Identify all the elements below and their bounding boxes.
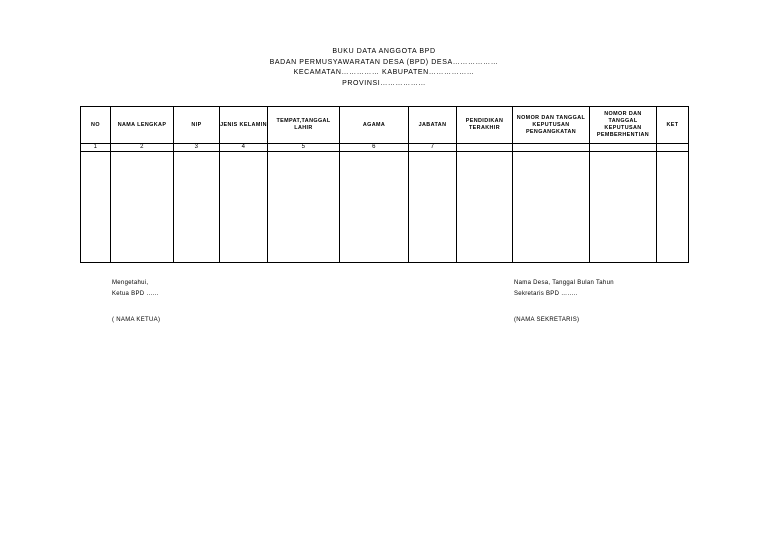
table-cell: [409, 152, 457, 263]
header-agama: AGAMA: [340, 107, 409, 144]
title-line-4: PROVINSI………………: [342, 79, 426, 87]
column-number: [657, 144, 689, 152]
document-title: [0, 47, 768, 89]
header-ket: KET: [657, 107, 689, 144]
chairman-signature-name: ( NAMA KETUA): [112, 317, 161, 323]
header-jenis-kelamin: JENIS KELAMIN: [220, 107, 268, 144]
column-number: 5: [268, 144, 340, 152]
table-cell: [590, 152, 657, 263]
secretary-signature-name: (NAMA SEKRETARIS): [514, 317, 580, 323]
table-cell: [111, 152, 174, 263]
chairman-title: Ketua BPD ……: [112, 290, 159, 297]
member-register-table: [80, 106, 689, 263]
table-cell: [657, 152, 689, 263]
place-date-line: Nama Desa, Tanggal Bulan Tahun: [514, 280, 614, 286]
column-number: 4: [220, 144, 268, 152]
header-nip: NIP: [174, 107, 220, 144]
table-body-row: [81, 152, 689, 263]
column-number: [457, 144, 513, 152]
column-number: [590, 144, 657, 152]
title-line-1: BUKU DATA ANGGOTA BPD: [332, 48, 436, 55]
acknowledgement-block: [112, 278, 159, 299]
table-cell: [268, 152, 340, 263]
header-nama-lengkap: NAMA LENGKAP: [111, 107, 174, 144]
column-number: 7: [409, 144, 457, 152]
column-number: 6: [340, 144, 409, 152]
table-cell: [174, 152, 220, 263]
title-line-3: KECAMATAN…………… KABUPATEN………………: [293, 69, 475, 76]
column-number: 1: [81, 144, 111, 152]
column-number: 3: [174, 144, 220, 152]
header-keputusan-pemberhentian: NOMOR DAN TANGGAL KEPUTUSAN PEMBERHENTIAN: [590, 107, 657, 144]
table-cell: [81, 152, 111, 263]
secretary-title: Sekretaris BPD ……..: [514, 290, 578, 297]
title-line-2: BADAN PERMUSYAWARATAN DESA (BPD) DESA………………: [269, 58, 499, 66]
column-number: [513, 144, 590, 152]
table-cell: [457, 152, 513, 263]
secretary-block: [514, 278, 614, 299]
header-pendidikan-terakhir: PENDIDIKAN TERAKHIR: [457, 107, 513, 144]
header-no: NO: [81, 107, 111, 144]
acknowledged-label: Mengetahui,: [112, 280, 149, 286]
table-cell: [513, 152, 590, 263]
table-header-row: [81, 107, 689, 144]
table-cell: [220, 152, 268, 263]
table-cell: [340, 152, 409, 263]
header-jabatan: JABATAN: [409, 107, 457, 144]
column-number: 2: [111, 144, 174, 152]
header-keputusan-pengangkatan: NOMOR DAN TANGGAL KEPUTUSAN PENGANGKATAN: [513, 107, 590, 144]
column-number-row: [81, 144, 689, 152]
header-tempat-tanggal-lahir: TEMPAT,TANGGAL LAHIR: [268, 107, 340, 144]
